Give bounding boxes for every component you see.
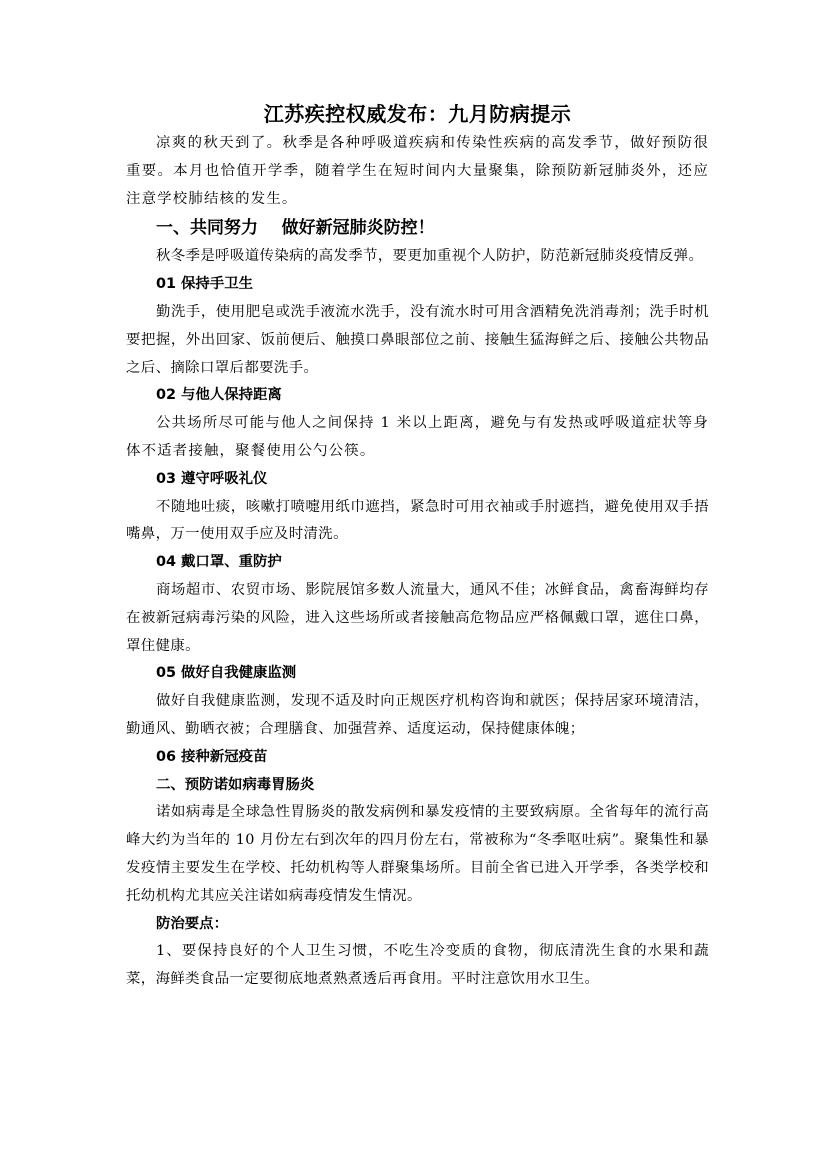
item-06-heading: 06 接种新冠疫苗: [156, 748, 268, 765]
item-03-heading: 03 遵守呼吸礼仪: [156, 470, 268, 487]
document-title: 江苏疾控权威发布：九月防病提示: [263, 102, 572, 126]
section-2-heading: 二、预防诺如病毒胃肠炎: [156, 776, 315, 793]
item-05-text: 做好自我健康监测，发现不适及时向正规医疗机构咨询和就医；保持居家环境清洁，勤通风、勤晒衣被；合理膳食、加强营养、适度运动，保持健康体魄；: [126, 693, 709, 737]
item-04-text: 商场超市、农贸市场、影院展馆多数人流量大，通风不佳；冰鲜食品，禽畜海鲜均存在被新冠病毒污染的风险，进入这些场所或者接触高危物品应严格佩戴口罩，遮住口鼻，罩住健康。: [126, 581, 709, 654]
item-04-heading: 04 戴口罩、重防护: [156, 554, 282, 571]
section-1-heading: 一、共同努力 做好新冠肺炎防控！: [156, 218, 435, 239]
item-05-heading: 05 做好自我健康监测: [156, 665, 297, 682]
item-02-heading: 02 与他人保持距离: [156, 387, 282, 404]
item-03-text: 不随地吐痰，咳嗽打喷嚏用纸巾遮挡，紧急时可用衣袖或手肘遮挡，避免使用双手捂嘴鼻，万一使用双手应及时清洗。: [126, 498, 709, 543]
item-02-text: 公共场所尽可能与他人之间保持 1 米以上距离，避免与有发热或呼吸道症状等身体不适者接触，聚餐使用公勺公筷。: [126, 415, 709, 459]
item-01-heading: 01 保持手卫生: [156, 276, 253, 293]
section-2-text: 诺如病毒是全球急性胃肠炎的散发病例和暴发疫情的主要致病原。全省每年的流行高峰大约为当年的 10 月份左右到次年的四月份左右，常被称为“冬季呕吐病”。聚集性和暴发疫情主要发生在学校、托幼机构等人群聚集场所。目前全省已进入开学季，各类学校和托幼机构尤其应关注诺如病毒疫情发生情况。: [126, 804, 709, 904]
prevention-points-heading: 防治要点：: [156, 915, 228, 932]
document-page: [126, 98, 709, 994]
item-01-text: 勤洗手，使用肥皂或洗手液流水洗手，没有流水时可用含酒精免洗消毒剂；洗手时机要把握，外出回家、饭前便后、触摸口鼻眼部位之前、接触生猛海鲜之后、接触公共物品之后、摘除口罩后都要洗手。: [126, 303, 709, 376]
intro-paragraph: 凉爽的秋天到了。秋季是各种呼吸道疾病和传染性疾病的高发季节，做好预防很重要。本月也恰值开学季，随着学生在短时间内大量聚集，除预防新冠肺炎外，还应注意学校肺结核的发生。: [126, 135, 709, 207]
prevention-point-1: 1、要保持良好的个人卫生习惯，不吃生冷变质的食物，彻底清洗生食的水果和蔬菜，海鲜类食品一定要彻底地煮熟煮透后再食用。平时注意饮用水卫生。: [126, 943, 709, 988]
section-1-intro: 秋冬季是呼吸道传染病的高发季节，要更加重视个人防护，防范新冠肺炎疫情反弹。: [156, 248, 704, 265]
